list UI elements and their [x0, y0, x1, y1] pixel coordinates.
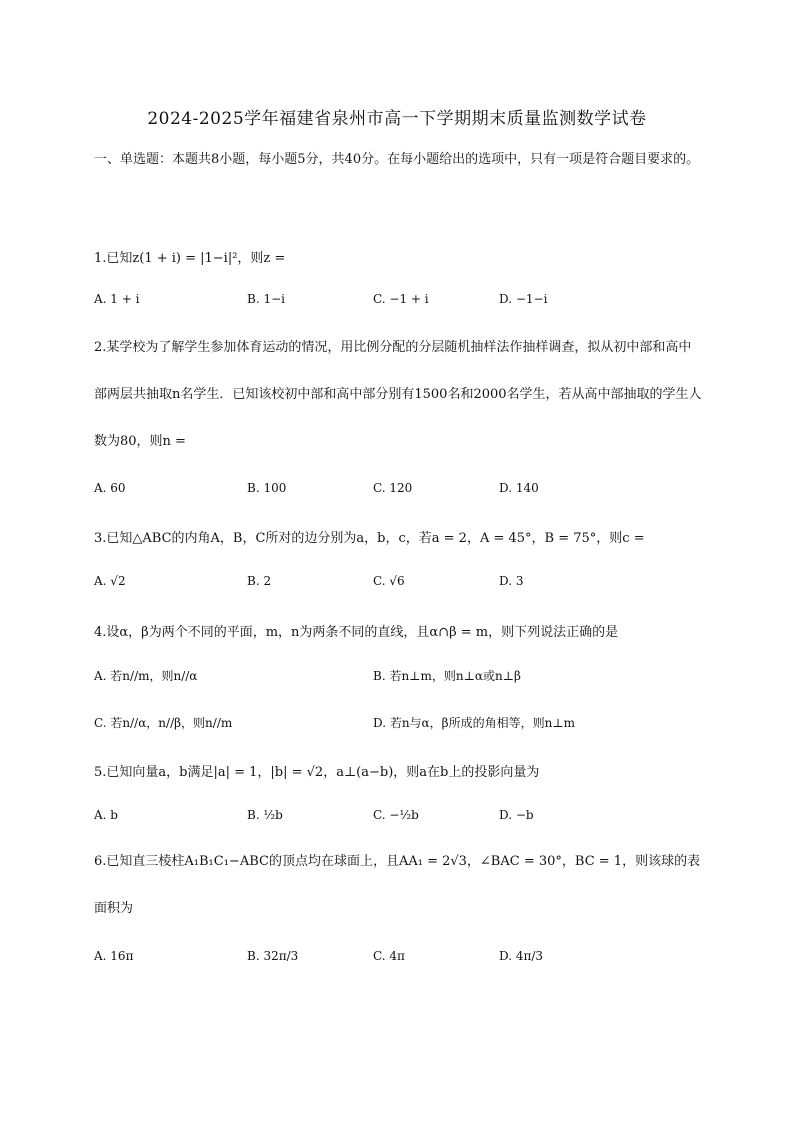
question-1-stem: 1.已知z(1 + i) = |1−i|²，则z = [94, 251, 286, 266]
section-header: 一、单选题：本题共8小题，每小题5分，共40分。在每小题给出的选项中，只有一项是符合题目要求的。 [94, 152, 700, 167]
question-4-option-b: B. 若n⊥m，则n⊥α或n⊥β [373, 669, 521, 683]
question-6-option-d: D. 4π/3 [499, 949, 544, 963]
question-6-option-b: B. 32π/3 [247, 949, 299, 963]
question-3-stem: 3.已知△ABC的内角A，B，C所对的边分别为a，b，c，若a = 2，A = 45°，B = 75°，则c = [94, 531, 645, 546]
question-4-option-a: A. 若n//m，则n//α [94, 669, 198, 683]
question-1-option-a: A. 1 + i [94, 292, 140, 306]
question-2-option-a: A. 60 [94, 481, 126, 495]
question-5-option-b: B. ½b [247, 808, 283, 822]
question-2-option-c: C. 120 [373, 481, 413, 495]
exam-title: 2024-2025学年福建省泉州市高一下学期期末质量监测数学试卷 [147, 109, 647, 129]
question-3-option-a: A. √2 [94, 574, 126, 588]
question-4-option-d: D. 若n与α，β所成的角相等，则n⊥m [373, 716, 575, 730]
question-4-stem: 4.设α，β为两个不同的平面，m，n为两条不同的直线，且α∩β = m，则下列说法正确的是 [94, 625, 619, 640]
question-6-option-a: A. 16π [94, 949, 134, 963]
question-4-option-c: C. 若n//α，n//β，则n//m [94, 716, 233, 730]
question-6-stem: 6.已知直三棱柱A₁B₁C₁−ABC的顶点均在球面上，且AA₁ = 2√3，∠BAC = 30°，BC = 1，则该球的表面积为 [94, 854, 701, 916]
question-5-option-c: C. −½b [373, 808, 419, 822]
question-5-option-d: D. −b [499, 808, 534, 822]
question-3-option-c: C. √6 [373, 574, 405, 588]
question-1-option-b: B. 1−i [247, 292, 285, 306]
question-1-option-d: D. −1−i [499, 292, 548, 306]
question-6-option-c: C. 4π [373, 949, 405, 963]
question-2-option-b: B. 100 [247, 481, 287, 495]
question-1-option-c: C. −1 + i [373, 292, 429, 306]
question-3-option-d: D. 3 [499, 574, 524, 588]
question-5-stem: 5.已知向量a，b满足|a| = 1，|b| = √2，a⊥(a−b)，则a在b上的投影向量为 [94, 765, 540, 780]
question-3-option-b: B. 2 [247, 574, 272, 588]
question-2-stem: 2.某学校为了解学生参加体育运动的情况，用比例分配的分层随机抽样法作抽样调查，拟从初中部和高中部两层共抽取n名学生．已知该校初中部和高中部分别有1500名和2000名学生，若从高中部抽取的学生人数为80，则n = [94, 340, 702, 449]
question-5-option-a: A. b [94, 808, 118, 822]
question-2-option-d: D. 140 [499, 481, 539, 495]
